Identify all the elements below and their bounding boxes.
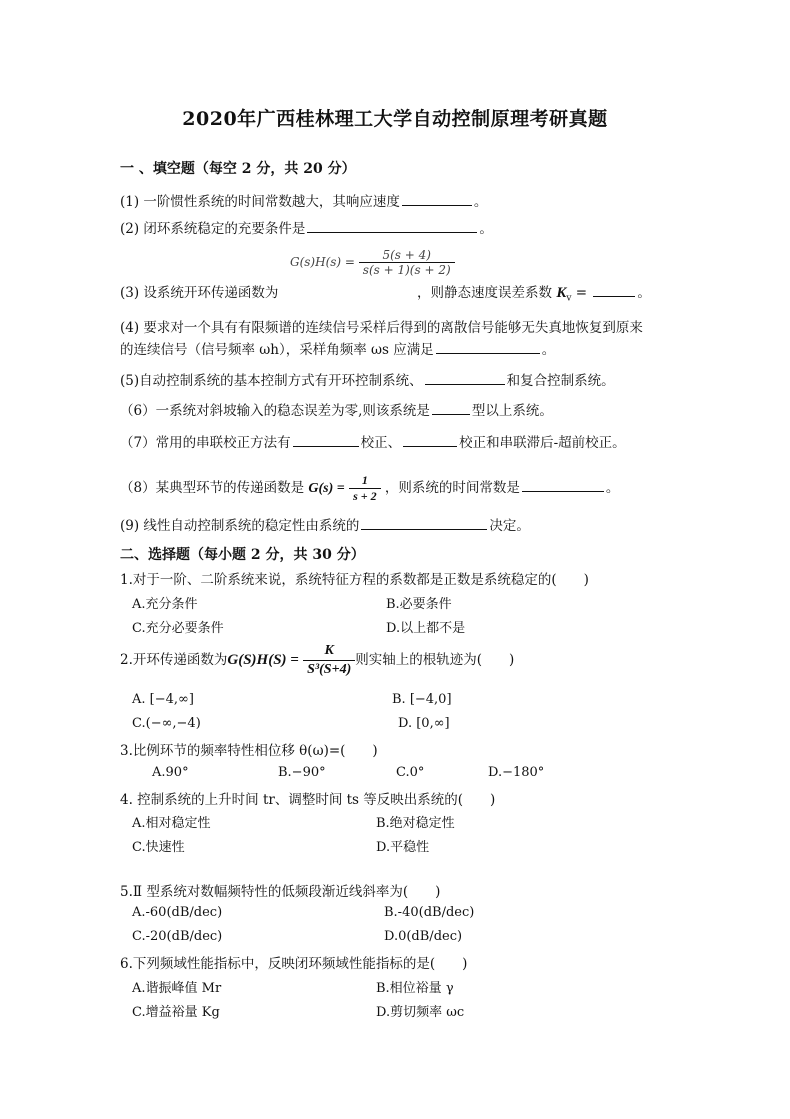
answer-blank xyxy=(593,295,635,297)
option-c: C.增益裕量 Kg xyxy=(132,1005,220,1020)
option-a: A.充分条件 xyxy=(132,597,198,612)
fill-question-2 xyxy=(120,217,493,237)
option-d: D.0(dB/dec) xyxy=(384,929,463,944)
option-d: D.剪切频率 ωc xyxy=(376,1005,465,1020)
answer-blank-1 xyxy=(293,445,359,447)
section-1-heading: 一 、填空题（每空 2 分，共 20 分） xyxy=(120,161,356,177)
option-c: C.(−∞,−4) xyxy=(132,716,201,731)
question-text: (2) 闭环系统稳定的充要条件是 xyxy=(120,221,306,237)
fill-question-4-line-2 xyxy=(120,338,555,358)
fill-question-7 xyxy=(120,431,626,451)
question-text-suffix: 和复合控制系统。 xyxy=(506,373,615,389)
formula-lhs: G(s) = xyxy=(308,481,345,496)
choice-question-5-stem: 5.Ⅱ 型系统对数幅频特性的低频段渐近线斜率为( ) xyxy=(120,884,441,900)
question-text: (1) 一阶惯性系统的时间常数越大，其响应速度 xyxy=(120,194,400,210)
answer-blank-2 xyxy=(403,445,457,447)
question-text: （6）一系统对斜坡输入的稳态误差为零,则该系统是 xyxy=(120,403,430,419)
question-text: 2.开环传递函数为 xyxy=(120,652,228,668)
question-text-mid: 校正、 xyxy=(360,435,402,451)
choice-question-4-stem: 4. 控制系统的上升时间 tr、调整时间 ts 等反映出系统的( ) xyxy=(120,792,496,808)
answer-blank xyxy=(307,231,477,233)
answer-blank xyxy=(402,204,472,206)
question-text-suffix: 校正和串联滞后-超前校正。 xyxy=(459,435,626,451)
option-a: A. [−4,∞] xyxy=(132,692,194,707)
option-d: D.以上都不是 xyxy=(386,621,466,636)
choice-question-3-stem: 3.比例环节的频率特性相位移 θ(ω)=( ) xyxy=(120,743,378,759)
fill-question-9 xyxy=(120,514,530,534)
answer-blank xyxy=(432,413,470,415)
option-a: A.谐振峰值 Mr xyxy=(132,981,222,996)
punctuation: 。 xyxy=(605,480,620,496)
punctuation: 。 xyxy=(637,285,651,301)
answer-blank xyxy=(425,383,505,385)
option-b: B.-40(dB/dec) xyxy=(384,905,475,920)
option-a: A.-60(dB/dec) xyxy=(132,905,223,920)
formula-numerator: 1 xyxy=(349,473,381,489)
question-text: 的连续信号（信号频率 ωh），采样角频率 ωs 应满足 xyxy=(120,342,434,358)
option-a: A.90° xyxy=(152,765,189,780)
transfer-function-formula xyxy=(290,248,455,277)
option-b: B.必要条件 xyxy=(386,597,452,612)
fill-question-8 xyxy=(120,470,619,507)
kv-subscript: v xyxy=(566,293,572,304)
section-2-heading: 二、选择题（每小题 2 分，共 30 分） xyxy=(120,547,365,563)
answer-blank xyxy=(522,490,604,492)
formula-denominator: s(s + 1)(s + 2) xyxy=(362,263,451,277)
option-d: D. [0,∞] xyxy=(398,716,450,731)
option-b: B. [−4,0] xyxy=(392,692,452,707)
answer-blank xyxy=(361,528,487,530)
choice-question-2-stem xyxy=(120,638,514,682)
option-b: B.绝对稳定性 xyxy=(376,816,455,831)
page-title: 2020年广西桂林理工大学自动控制原理考研真题 xyxy=(182,108,608,130)
fill-question-6 xyxy=(120,399,553,419)
option-d: D.−180° xyxy=(488,765,545,780)
answer-blank xyxy=(436,352,540,354)
formula-fraction xyxy=(349,473,381,504)
fill-question-4-line-1: (4) 要求对一个具有有限频谱的连续信号采样后得到的离散信号能够无失真地恢复到原来 xyxy=(120,320,643,336)
fill-question-1 xyxy=(120,190,487,210)
option-a: A.相对稳定性 xyxy=(132,816,211,831)
choice-question-6-stem: 6.下列频域性能指标中，反映闭环频域性能指标的是( ) xyxy=(120,956,468,972)
kv-symbol: K xyxy=(556,285,567,301)
formula-numerator: 5(s + 4) xyxy=(359,248,455,263)
question-text-mid: ，则系统的时间常数是 xyxy=(384,480,520,496)
question-text-mid: ，则静态速度误差系数 xyxy=(417,285,553,301)
question-text-suffix: 决定。 xyxy=(489,518,530,534)
option-c: C.-20(dB/dec) xyxy=(132,929,223,944)
option-c: C.充分必要条件 xyxy=(132,621,224,636)
question-text-suffix: 型以上系统。 xyxy=(471,403,553,419)
equals-sign: = xyxy=(571,285,592,301)
punctuation: 。 xyxy=(479,221,493,237)
formula-numerator: K xyxy=(303,642,355,661)
formula-fraction xyxy=(303,642,355,679)
formula-denominator: s + 2 xyxy=(353,489,377,503)
fill-question-3 xyxy=(120,281,651,304)
option-c: C.快速性 xyxy=(132,840,185,855)
choice-question-1-stem: 1.对于一阶、二阶系统来说，系统特征方程的系数都是正数是系统稳定的( ) xyxy=(120,572,589,588)
question-text: (3) 设系统开环传递函数为 xyxy=(120,285,279,301)
question-text: (5)自动控制系统的基本控制方式有开环控制系统、 xyxy=(120,373,423,389)
punctuation: 。 xyxy=(473,194,488,210)
option-b: B.−90° xyxy=(278,765,326,780)
option-d: D.平稳性 xyxy=(376,840,430,855)
question-text: (9) 线性自动控制系统的稳定性由系统的 xyxy=(120,518,360,534)
formula-lhs: G(S)H(S) = xyxy=(227,652,299,668)
question-text: （8）某典型环节的传递函数是 xyxy=(120,480,305,496)
formula-lhs: G(s)H(s) = xyxy=(290,255,355,269)
punctuation: 。 xyxy=(541,342,556,358)
option-c: C.0° xyxy=(396,765,425,780)
formula-denominator: S³(S+4) xyxy=(307,662,352,677)
formula-fraction xyxy=(359,248,455,277)
fill-question-5 xyxy=(120,369,615,389)
question-text: （7）常用的串联校正方法有 xyxy=(120,435,291,451)
option-b: B.相位裕量 γ xyxy=(376,981,454,996)
question-text-suffix: 则实轴上的根轨迹为( ) xyxy=(355,652,515,668)
